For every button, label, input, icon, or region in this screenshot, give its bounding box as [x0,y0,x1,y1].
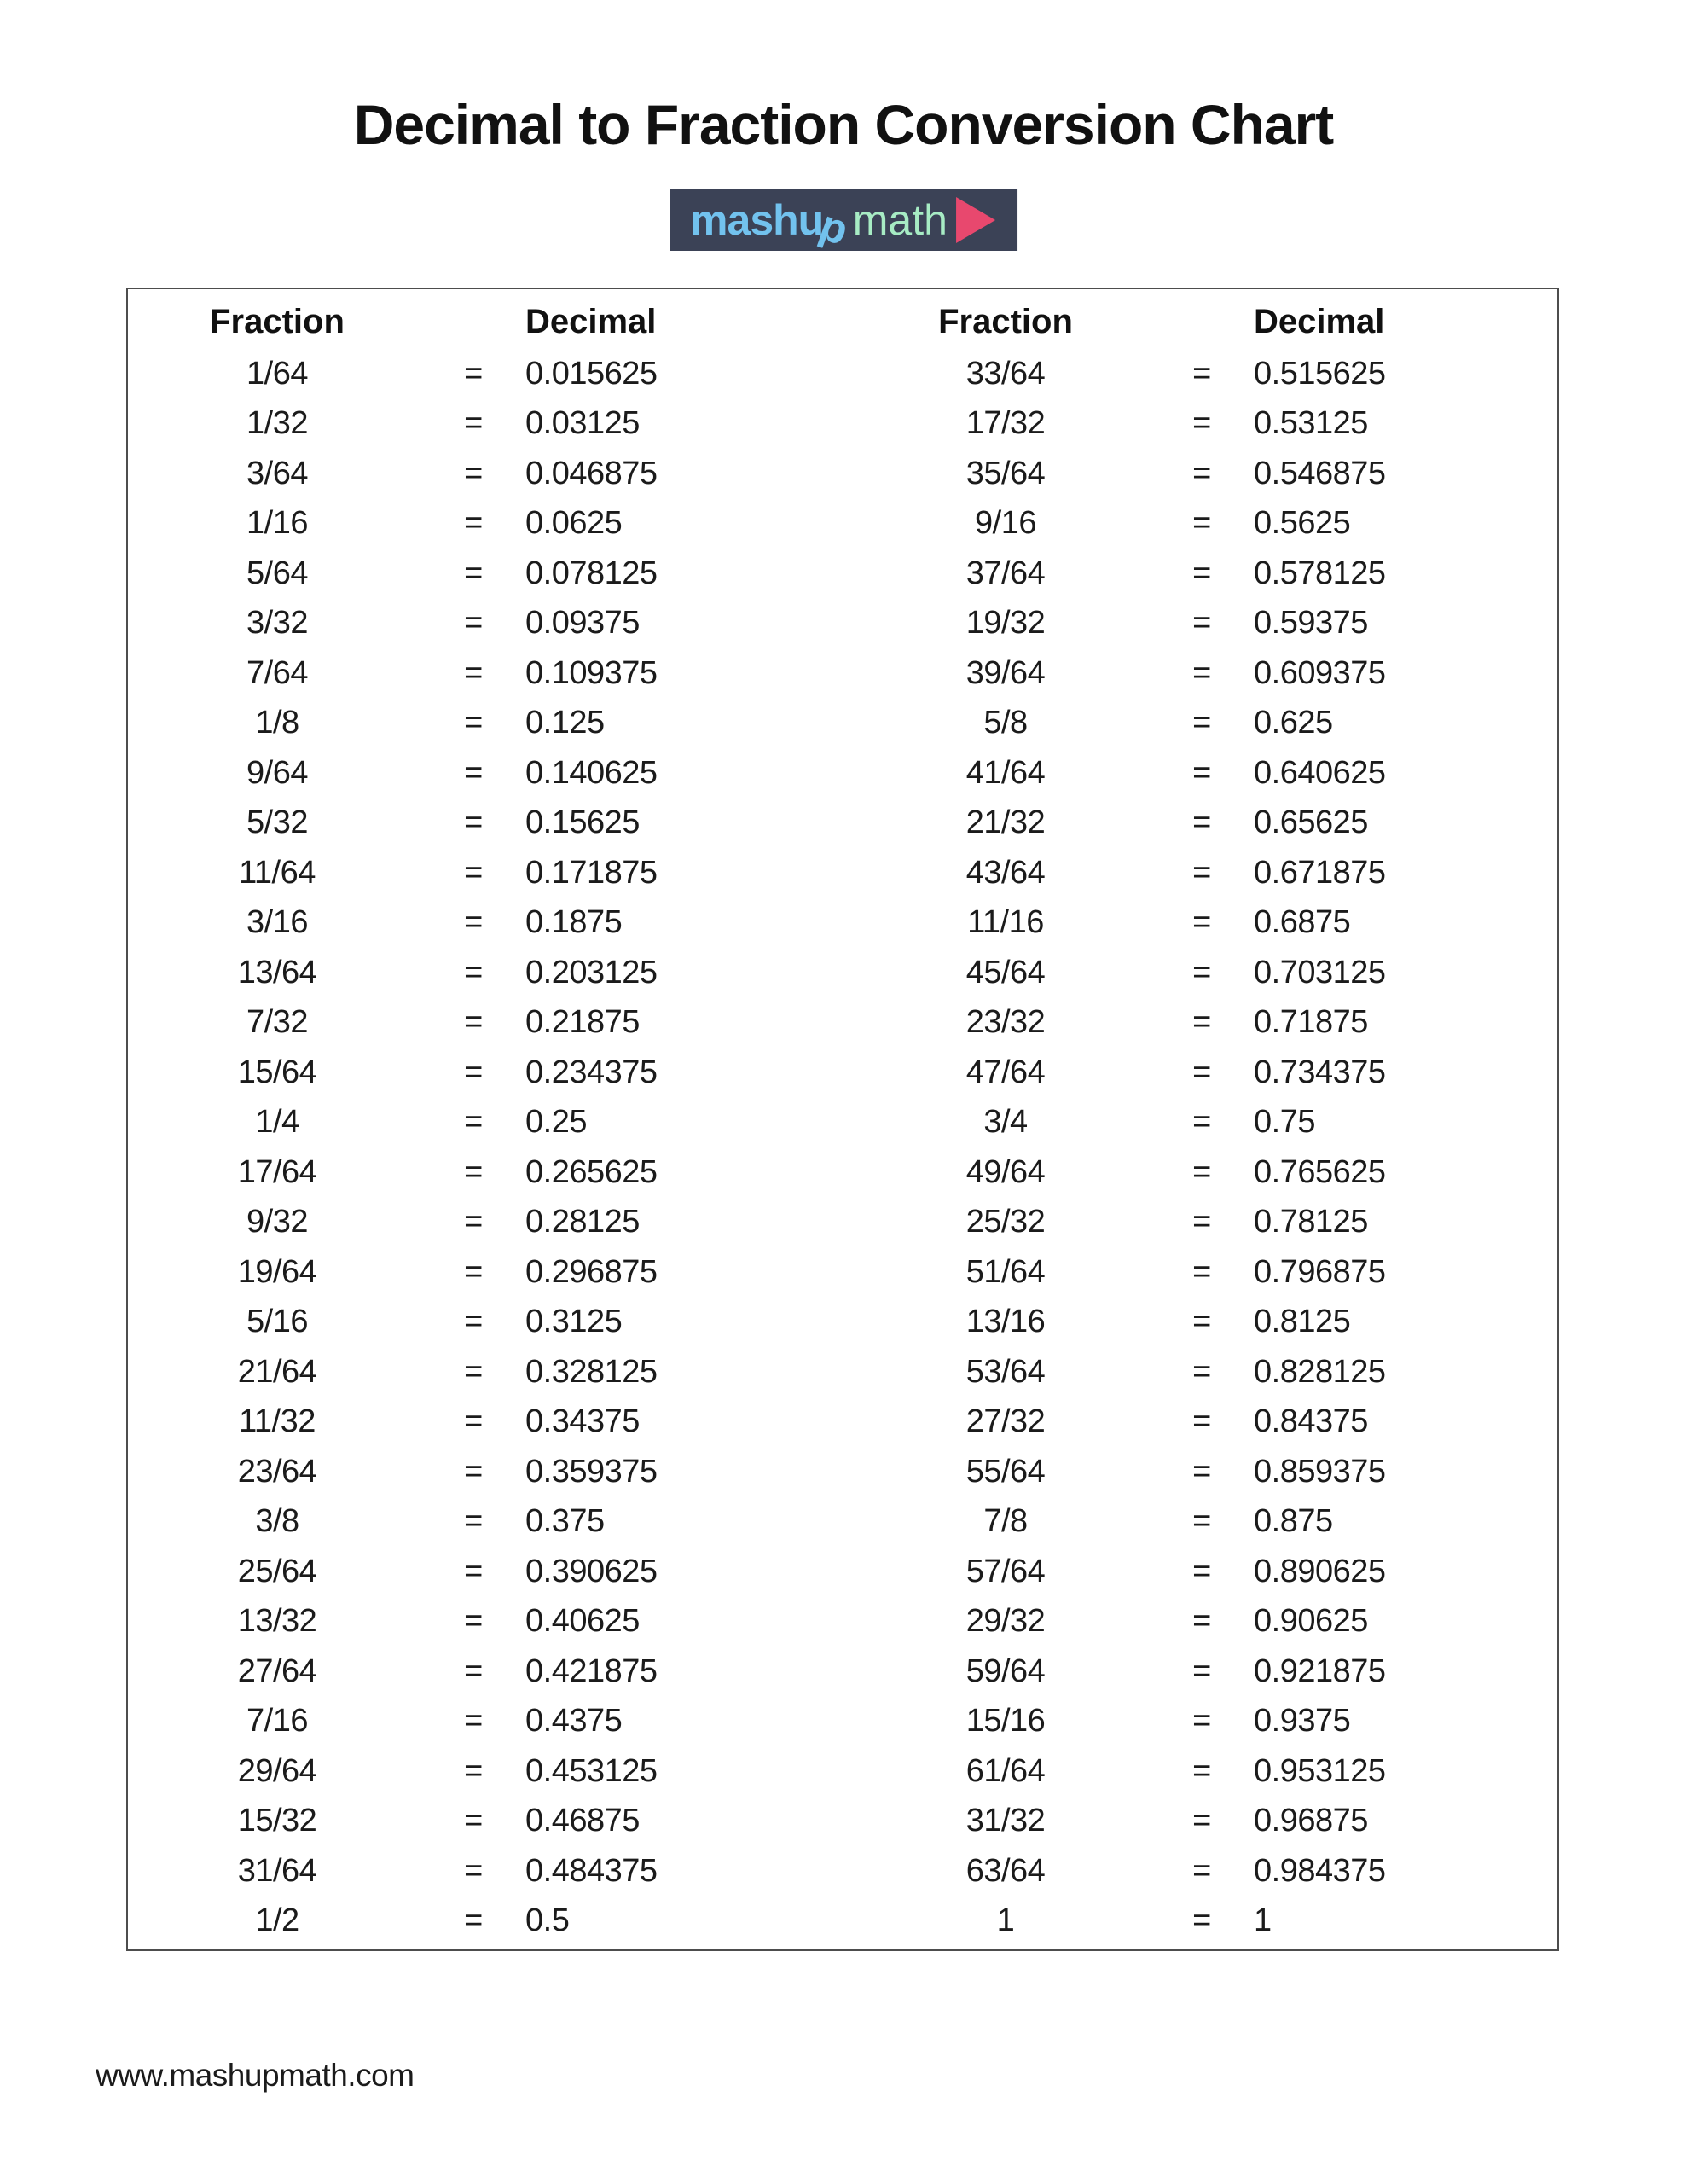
table-row [128,1147,843,1198]
decimal-value: 0.921875 [1254,1653,1386,1689]
equals-sign: = [464,705,483,741]
table-row [856,549,1557,599]
equals-sign: = [1192,555,1211,591]
fraction-value: 15/64 [237,1054,317,1090]
table-row [128,1547,843,1597]
equals-sign: = [464,1304,483,1340]
fraction-value: 45/64 [965,954,1046,990]
decimal-value: 0.859375 [1254,1453,1386,1490]
table-row [856,1697,1557,1747]
table-row [856,1298,1557,1348]
equals-sign: = [464,804,483,841]
column-header-fraction: Fraction [210,302,345,340]
fraction-value: 11/32 [239,1403,316,1440]
decimal-value: 0.640625 [1254,754,1386,791]
fraction-value: 47/64 [965,1054,1046,1090]
fraction-value: 61/64 [965,1752,1046,1789]
equals-sign: = [1192,705,1211,741]
equals-sign: = [1192,1204,1211,1240]
fraction-value: 1/8 [255,705,299,741]
decimal-value: 0.453125 [525,1752,658,1789]
decimal-value: 0.34375 [525,1403,640,1440]
table-row [856,1797,1557,1847]
table-row [856,1846,1557,1896]
table-row [856,1247,1557,1298]
decimal-value: 0.796875 [1254,1253,1386,1290]
equals-sign: = [464,1403,483,1440]
equals-sign: = [1192,804,1211,841]
table-row [128,1797,843,1847]
table-row [128,699,843,749]
table-row [128,349,843,399]
table-row [128,748,843,799]
fraction-value: 19/64 [237,1253,317,1290]
decimal-value: 0.078125 [525,555,658,591]
equals-sign: = [1192,1004,1211,1041]
decimal-value: 0.78125 [1254,1204,1368,1240]
equals-sign: = [464,1104,483,1141]
table-row [128,1298,843,1348]
equals-sign: = [464,405,483,442]
decimal-value: 0.734375 [1254,1054,1386,1090]
equals-sign: = [1192,1403,1211,1440]
fraction-value: 1/2 [255,1902,299,1939]
fraction-value: 9/32 [246,1204,308,1240]
fraction-value: 15/32 [237,1803,317,1839]
equals-sign: = [1192,1503,1211,1540]
fraction-value: 9/64 [246,754,308,791]
equals-sign: = [1192,854,1211,891]
table-header-row [856,294,1557,349]
fraction-value: 13/64 [237,954,317,990]
table-row [128,948,843,998]
equals-sign: = [1192,1852,1211,1889]
decimal-value: 0.21875 [525,1004,640,1041]
table-row [856,799,1557,849]
table-row [856,1746,1557,1797]
logo-text-mashu: mashu [690,196,824,244]
equals-sign: = [464,1453,483,1490]
table-row [128,1896,843,1947]
fraction-value: 31/32 [965,1803,1046,1839]
table-left-half [128,294,843,1949]
fraction-value: 11/16 [967,904,1044,941]
decimal-value: 0.828125 [1254,1353,1386,1390]
decimal-value: 0.5 [525,1902,570,1939]
table-row [856,1597,1557,1647]
equals-sign: = [464,1204,483,1240]
table-row [128,1846,843,1896]
conversion-table [126,288,1559,1951]
decimal-value: 0.609375 [1254,654,1386,691]
fraction-value: 41/64 [965,754,1046,791]
decimal-value: 0.046875 [525,455,658,491]
equals-sign: = [464,555,483,591]
equals-sign: = [464,754,483,791]
equals-sign: = [464,505,483,542]
table-row [128,599,843,649]
decimal-value: 0.8125 [1254,1304,1351,1340]
equals-sign: = [1192,405,1211,442]
equals-sign: = [1192,954,1211,990]
decimal-value: 0.109375 [525,654,658,691]
fraction-value: 3/8 [255,1503,299,1540]
decimal-value: 0.53125 [1254,405,1368,442]
equals-sign: = [464,1004,483,1041]
equals-sign: = [464,1054,483,1090]
equals-sign: = [1192,455,1211,491]
fraction-value: 1 [996,1902,1015,1939]
fraction-value: 5/64 [246,555,308,591]
equals-sign: = [1192,605,1211,642]
table-row [128,549,843,599]
decimal-value: 0.90625 [1254,1603,1368,1640]
table-row [856,449,1557,499]
equals-sign: = [1192,1104,1211,1141]
table-row [856,1547,1557,1597]
decimal-value: 0.46875 [525,1803,640,1839]
table-row [856,998,1557,1048]
decimal-value: 0.25 [525,1104,587,1141]
decimal-value: 0.671875 [1254,854,1386,891]
fraction-value: 27/64 [237,1653,317,1689]
table-row [128,1397,843,1448]
decimal-value: 0.6875 [1254,904,1351,941]
table-row [856,1198,1557,1248]
table-row [128,1697,843,1747]
table-row [128,1647,843,1697]
fraction-value: 27/32 [965,1403,1046,1440]
equals-sign: = [1192,355,1211,392]
table-right-half [843,294,1557,1949]
table-row [128,1347,843,1397]
equals-sign: = [1192,1703,1211,1740]
decimal-value: 0.890625 [1254,1553,1386,1589]
fraction-value: 1/16 [246,505,308,542]
fraction-value: 9/16 [975,505,1036,542]
decimal-value: 0.484375 [525,1852,658,1889]
table-row [856,349,1557,399]
table-row [128,1198,843,1248]
table-row [128,799,843,849]
fraction-value: 39/64 [965,654,1046,691]
decimal-value: 0.375 [525,1503,605,1540]
decimal-value: 0.328125 [525,1353,658,1390]
equals-sign: = [464,1153,483,1190]
table-row [856,1896,1557,1947]
fraction-value: 3/32 [246,605,308,642]
decimal-value: 0.4375 [525,1703,623,1740]
decimal-value: 0.59375 [1254,605,1368,642]
fraction-value: 1/4 [255,1104,299,1141]
equals-sign: = [464,1703,483,1740]
equals-sign: = [464,1603,483,1640]
table-header-row [128,294,843,349]
fraction-value: 5/16 [246,1304,308,1340]
fraction-value: 55/64 [965,1453,1046,1490]
decimal-value: 0.390625 [525,1553,658,1589]
table-row [128,1597,843,1647]
table-right-rows [856,349,1557,1946]
table-row [856,1147,1557,1198]
table-row [128,1247,843,1298]
equals-sign: = [1192,1752,1211,1789]
equals-sign: = [1192,1603,1211,1640]
table-row [128,1746,843,1797]
fraction-value: 1/32 [246,405,308,442]
decimal-value: 0.015625 [525,355,658,392]
column-header-fraction: Fraction [938,302,1073,340]
fraction-value: 59/64 [965,1653,1046,1689]
equals-sign: = [1192,1453,1211,1490]
fraction-value: 7/8 [983,1503,1028,1540]
fraction-value: 3/16 [246,904,308,941]
fraction-value: 23/64 [237,1453,317,1490]
fraction-value: 49/64 [965,1153,1046,1190]
decimal-value: 0.84375 [1254,1403,1368,1440]
equals-sign: = [464,1752,483,1789]
fraction-value: 53/64 [965,1353,1046,1390]
equals-sign: = [464,1353,483,1390]
table-row [128,898,843,949]
footer-url: www.mashupmath.com [96,2058,415,2093]
decimal-value: 0.515625 [1254,355,1386,392]
column-header-decimal: Decimal [525,302,657,340]
table-row [856,1647,1557,1697]
equals-sign: = [1192,1902,1211,1939]
table-left-rows [128,349,843,1946]
fraction-value: 7/32 [246,1004,308,1041]
decimal-value: 0.421875 [525,1653,658,1689]
play-triangle-icon [956,197,995,243]
equals-sign: = [464,1902,483,1939]
fraction-value: 37/64 [965,555,1046,591]
fraction-value: 25/64 [237,1553,317,1589]
equals-sign: = [1192,1553,1211,1589]
fraction-value: 3/64 [246,455,308,491]
decimal-value: 0.9375 [1254,1703,1351,1740]
fraction-value: 23/32 [965,1004,1046,1041]
decimal-value: 0.1875 [525,904,623,941]
decimal-value: 0.703125 [1254,954,1386,990]
table-row [856,898,1557,949]
table-row [128,848,843,898]
fraction-value: 3/4 [983,1104,1028,1141]
fraction-value: 21/32 [965,804,1046,841]
table-row [128,1497,843,1548]
fraction-value: 1/64 [246,355,308,392]
table-row [128,648,843,699]
decimal-value: 0.140625 [525,754,658,791]
fraction-value: 5/8 [983,705,1028,741]
decimal-value: 0.625 [1254,705,1333,741]
table-row [128,1048,843,1098]
equals-sign: = [1192,505,1211,542]
table-row [128,449,843,499]
table-row [128,1447,843,1497]
table-row [856,948,1557,998]
equals-sign: = [464,1803,483,1839]
decimal-value: 0.0625 [525,505,623,542]
logo-text-p: p [814,200,855,255]
equals-sign: = [464,355,483,392]
table-row [856,599,1557,649]
fraction-value: 31/64 [237,1852,317,1889]
fraction-value: 17/64 [237,1153,317,1190]
fraction-value: 19/32 [965,605,1046,642]
equals-sign: = [1192,1653,1211,1689]
decimal-value: 0.96875 [1254,1803,1368,1839]
equals-sign: = [464,1253,483,1290]
table-row [856,499,1557,549]
fraction-value: 29/32 [965,1603,1046,1640]
fraction-value: 25/32 [965,1204,1046,1240]
table-row [856,1098,1557,1148]
table-row [128,1098,843,1148]
equals-sign: = [464,1653,483,1689]
equals-sign: = [464,455,483,491]
decimal-value: 0.5625 [1254,505,1351,542]
table-row [856,1497,1557,1548]
equals-sign: = [1192,1054,1211,1090]
decimal-value: 0.203125 [525,954,658,990]
table-row [856,1397,1557,1448]
fraction-value: 51/64 [965,1253,1046,1290]
fraction-value: 57/64 [965,1553,1046,1589]
fraction-value: 33/64 [965,355,1046,392]
table-row [856,748,1557,799]
equals-sign: = [1192,1803,1211,1839]
decimal-value: 0.40625 [525,1603,640,1640]
equals-sign: = [464,854,483,891]
equals-sign: = [1192,1253,1211,1290]
equals-sign: = [1192,1153,1211,1190]
equals-sign: = [464,1503,483,1540]
table-row [856,648,1557,699]
fraction-value: 15/16 [965,1703,1046,1740]
mashupmath-logo [670,189,1017,255]
table-row [856,1048,1557,1098]
table-row [856,699,1557,749]
equals-sign: = [1192,654,1211,691]
equals-sign: = [1192,1353,1211,1390]
fraction-value: 11/64 [239,854,316,891]
equals-sign: = [1192,1304,1211,1340]
fraction-value: 29/64 [237,1752,317,1789]
decimal-value: 0.953125 [1254,1752,1386,1789]
table-row [856,1447,1557,1497]
decimal-value: 0.984375 [1254,1852,1386,1889]
column-header-decimal: Decimal [1254,302,1385,340]
equals-sign: = [1192,904,1211,941]
equals-sign: = [464,654,483,691]
equals-sign: = [464,605,483,642]
decimal-value: 0.234375 [525,1054,658,1090]
fraction-value: 7/16 [246,1703,308,1740]
decimal-value: 0.03125 [525,405,640,442]
fraction-value: 13/32 [237,1603,317,1640]
table-row [128,499,843,549]
decimal-value: 0.265625 [525,1153,658,1190]
equals-sign: = [1192,754,1211,791]
fraction-value: 35/64 [965,455,1046,491]
decimal-value: 0.875 [1254,1503,1333,1540]
decimal-value: 0.578125 [1254,555,1386,591]
fraction-value: 43/64 [965,854,1046,891]
fraction-value: 13/16 [965,1304,1046,1340]
decimal-value: 0.75 [1254,1104,1315,1141]
decimal-value: 0.15625 [525,804,640,841]
equals-sign: = [464,904,483,941]
table-row [856,399,1557,450]
table-row [128,998,843,1048]
table-row [128,399,843,450]
decimal-value: 0.359375 [525,1453,658,1490]
equals-sign: = [464,1852,483,1889]
decimal-value: 0.3125 [525,1304,623,1340]
fraction-value: 63/64 [965,1852,1046,1889]
fraction-value: 21/64 [237,1353,317,1390]
decimal-value: 0.71875 [1254,1004,1368,1041]
logo-text-math: math [852,196,948,244]
table-row [856,1347,1557,1397]
decimal-value: 0.28125 [525,1204,640,1240]
decimal-value: 1 [1254,1902,1272,1939]
decimal-value: 0.171875 [525,854,658,891]
table-row [856,848,1557,898]
fraction-value: 7/64 [246,654,308,691]
decimal-value: 0.125 [525,705,605,741]
equals-sign: = [464,1553,483,1589]
decimal-value: 0.765625 [1254,1153,1386,1190]
decimal-value: 0.546875 [1254,455,1386,491]
decimal-value: 0.09375 [525,605,640,642]
equals-sign: = [464,954,483,990]
fraction-value: 17/32 [965,405,1046,442]
fraction-value: 5/32 [246,804,308,841]
decimal-value: 0.65625 [1254,804,1368,841]
page-title: Decimal to Fraction Conversion Chart [353,93,1334,156]
decimal-value: 0.296875 [525,1253,658,1290]
